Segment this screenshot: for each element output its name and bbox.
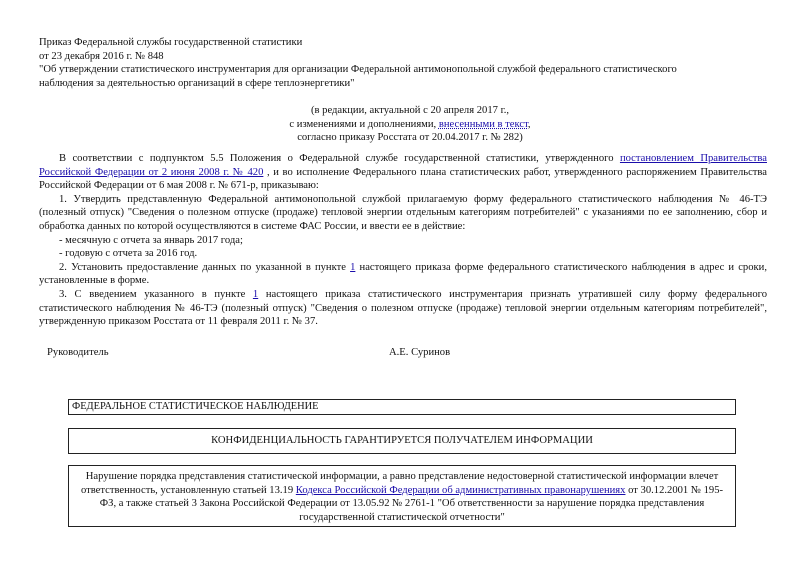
header-line-2: от 23 декабря 2016 г. № 848 (39, 50, 164, 62)
item-3-text-end: настоящего приказа статистического инструментария признать утратившей силу форму федерального статистического наблюдения № 46-ТЭ (полезный отпуск) "Сведения о полезном отпуске (продаже) тепловой энергии отдельным категориям потребителей", утвержденную приказом Росстата от 11 февраля 2011 г. № 37. (39, 288, 767, 328)
item-1-paragraph: 1. Утвердить представленную Федеральной антимонопольной службой прилагаемую форму федерального статистического наблюдения № 46-ТЭ (полезный отпуск) "Сведения о полезном отпуске (продаже) тепловой энергии отдельным категориям потребителей" с указаниями по ее заполнению, сбор и обработка данных по которой осуществляются в системе ФАС России, и ввести ее в действие: (39, 193, 767, 232)
item-1-reference-link-2[interactable]: 1 (252, 288, 259, 300)
item-2-text-start: 2. Установить предоставление данных по указанной в пункте (59, 261, 351, 273)
administrative-code-link[interactable]: Кодекса Российской Федерации об административных правонарушениях (295, 484, 626, 496)
signature-name: А.Е. Суринов (389, 347, 451, 358)
order-body (39, 152, 767, 329)
edition-note (220, 104, 600, 145)
government-decree-link[interactable]: постановлением Правительства Российской Федерации от 2 июня 2008 г. № 420 (39, 153, 767, 178)
edition-line-2-comma: , (527, 118, 531, 130)
edition-line-3: согласно приказу Росстата от 20.04.2017 г. № 282) (297, 132, 523, 144)
preamble-text-end: , и во исполнение Федерального плана статистических работ, утвержденного распоряжением Правительства Российской Федерации от 6 мая 2008 г. № 671-р, приказываю: (39, 166, 767, 192)
item-1-reference-link[interactable]: 1 (350, 261, 356, 273)
header-line-1: Приказ Федеральной службы государственной статистики (39, 37, 303, 48)
confidentiality-box: КОНФИДЕНЦИАЛЬНОСТЬ ГАРАНТИРУЕТСЯ ПОЛУЧАТЕЛЕМ ИНФОРМАЦИИ (68, 428, 736, 454)
warning-text-start: Нарушение порядка представления статистической информации, а равно представление недостоверной статистической информации влечет ответственность, установленную статьей 13.19 (80, 471, 719, 496)
liability-warning-box (68, 465, 736, 527)
item-2-text-end: настоящего приказа форме федерального статистического наблюдения в адрес и сроки, установленные в форме. (39, 261, 767, 287)
item-3-paragraph (39, 288, 767, 329)
preamble-text-start: В соответствии с подпунктом 5.5 Положения о Федеральной службе государственной статистики, утвержденного (59, 153, 620, 164)
item-2-paragraph (39, 261, 767, 288)
amendments-link[interactable]: внесенными в текст (438, 118, 528, 130)
header-line-3: "Об утверждении статистического инструментария для организации Федеральной антимонопольной службой федерального статистического (39, 64, 677, 76)
edition-line-2-text: с изменениями и дополнениями, (289, 118, 439, 130)
edition-line-2 (220, 118, 600, 132)
item-1-monthly: - месячную с отчета за январь 2017 года; (59, 234, 243, 246)
warning-text-end: от 30.12.2001 № 195-ФЗ, а также статьей 3 Закона Российской Федерации от 13.05.92 № 2761-1 "Об ответственности за нарушение порядка представления государственной статистической отчетности" (99, 484, 724, 523)
item-1-annual: - годовую с отчета за 2016 год. (59, 248, 198, 260)
edition-line-1: (в редакции, актуальной с 20 апреля 2017 г., (310, 105, 510, 116)
federal-observation-box: ФЕДЕРАЛЬНОЕ СТАТИСТИЧЕСКОЕ НАБЛЮДЕНИЕ (68, 399, 736, 415)
item-3-text-start: 3. С введением указанного в пункте (59, 288, 253, 300)
signature-role: Руководитель (47, 347, 109, 358)
header-line-4: наблюдения за деятельностью организаций в сфере теплоэнергетики" (39, 77, 355, 89)
preamble-paragraph (39, 152, 767, 193)
document-header (39, 36, 769, 90)
